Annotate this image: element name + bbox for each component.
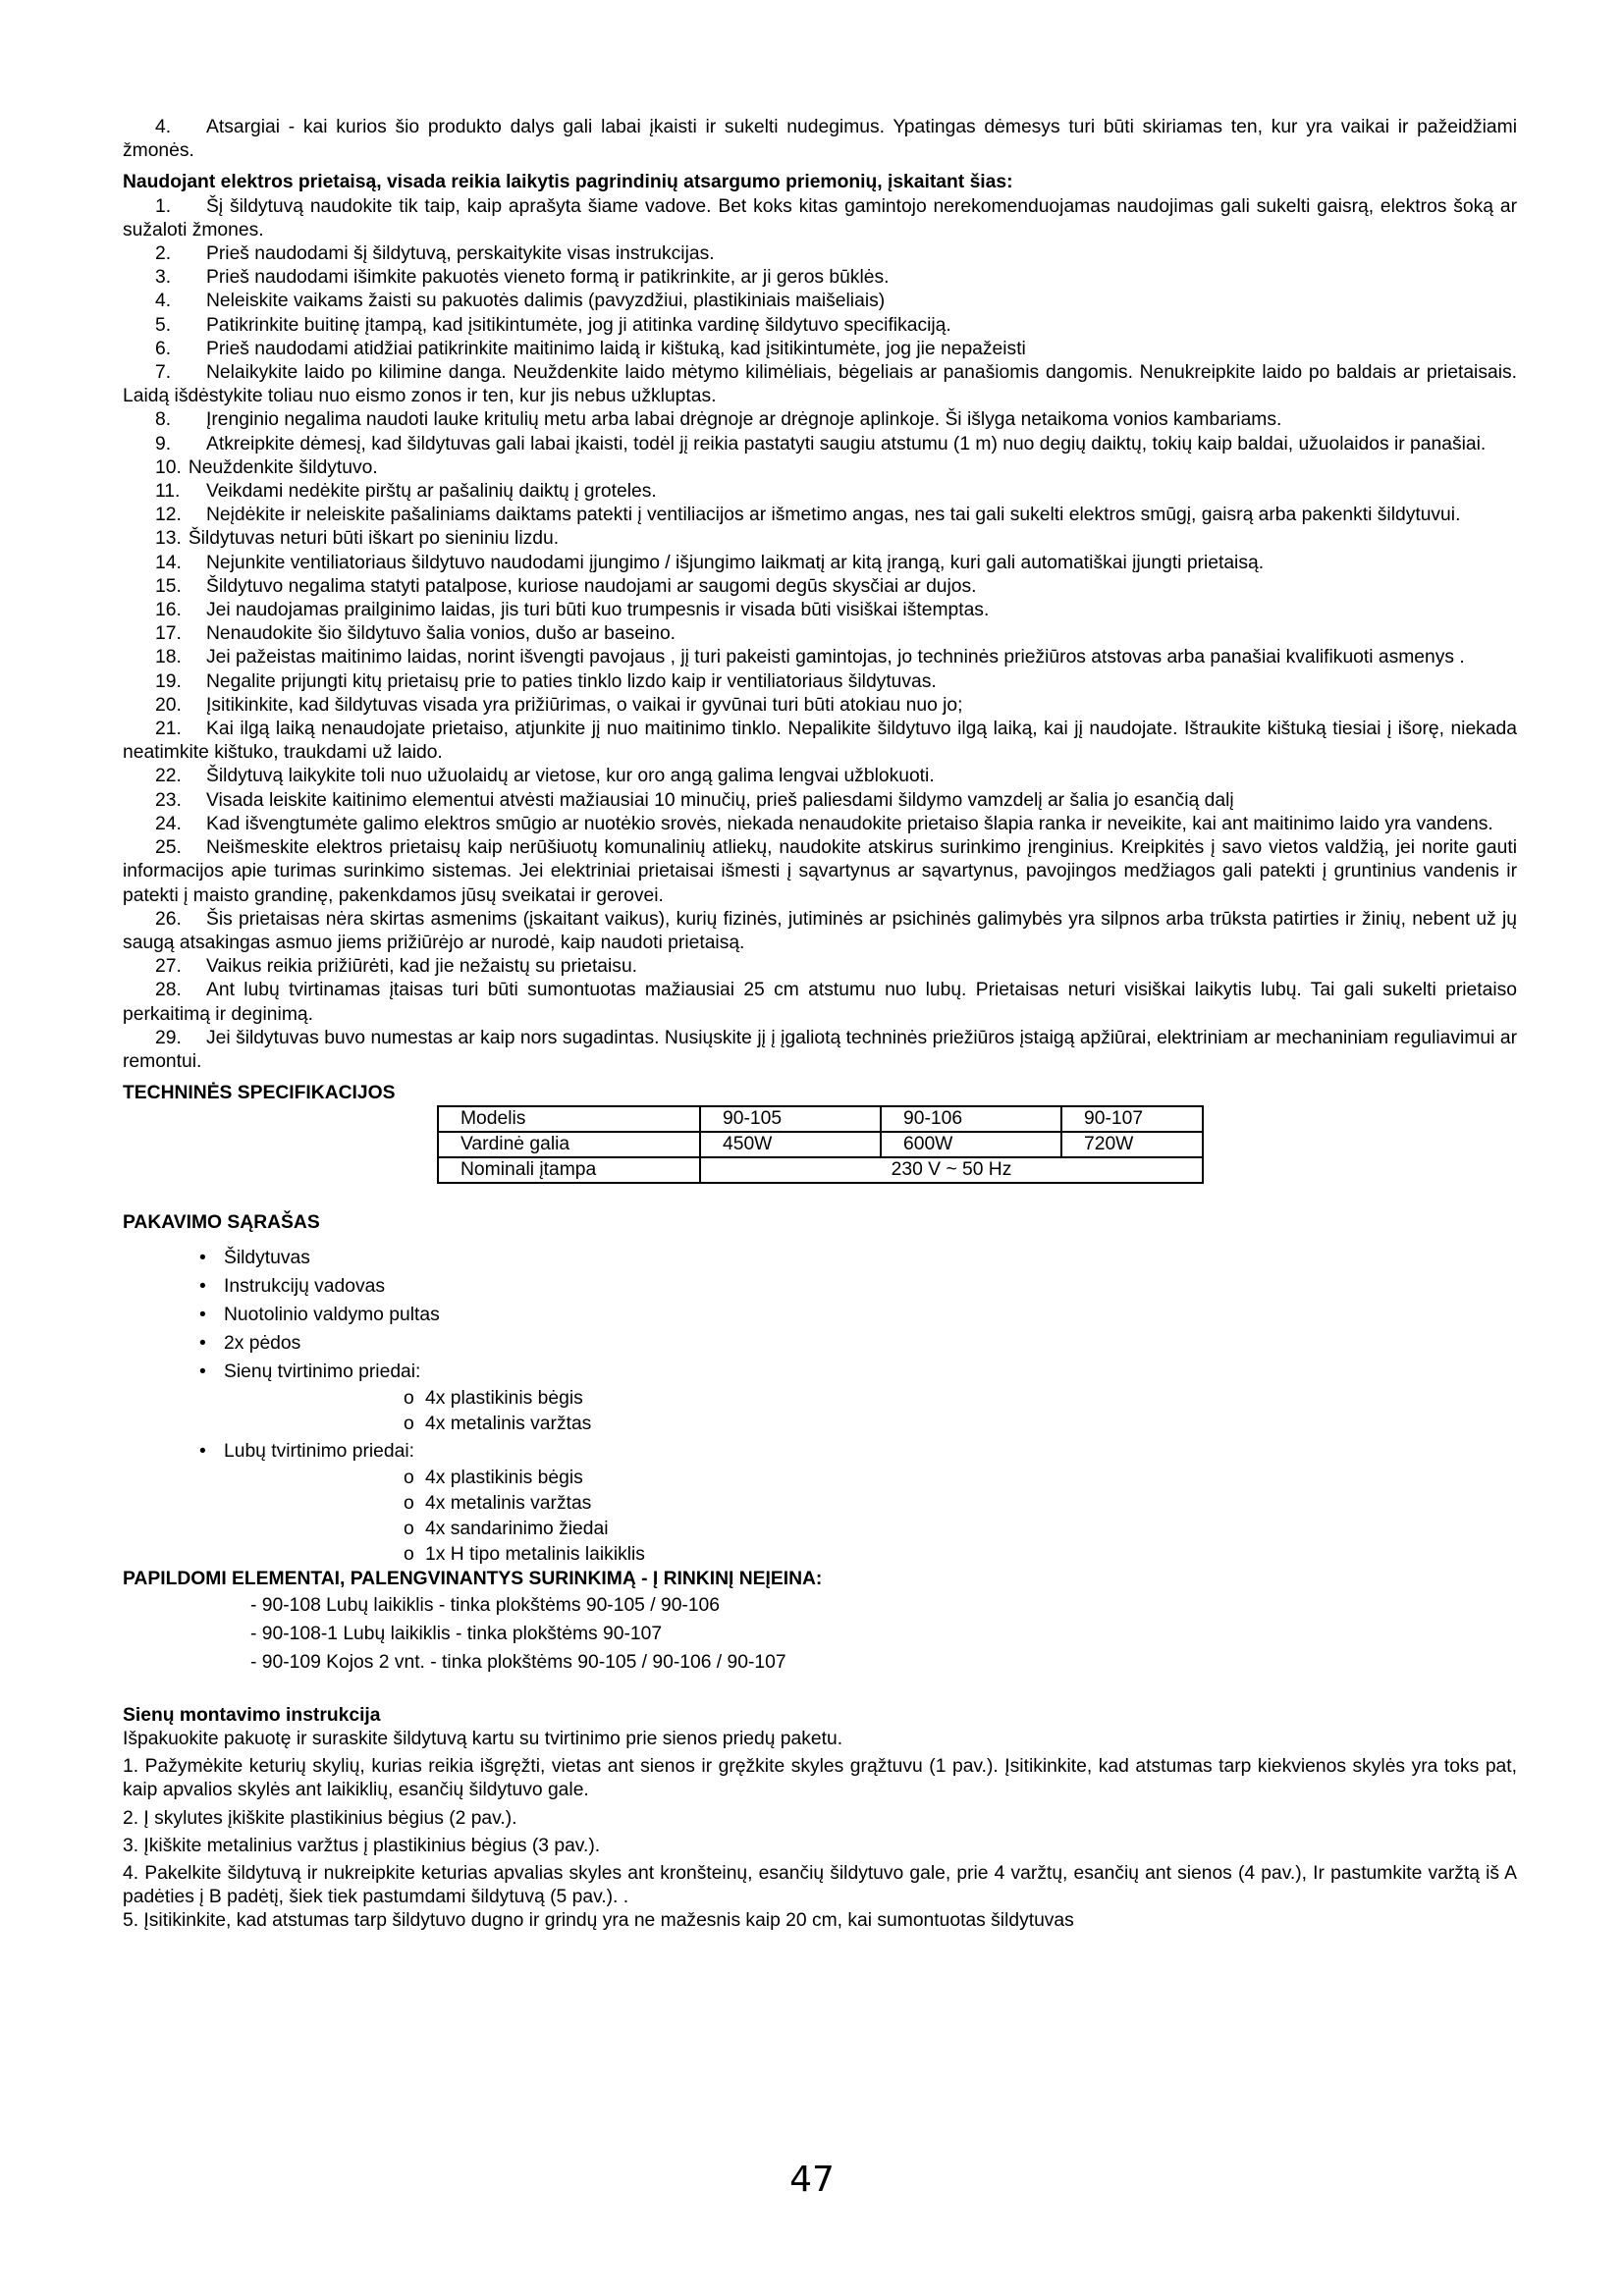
safety-item (123, 314, 1517, 338)
item-number: 25. (155, 837, 182, 859)
list-item: - 90-108-1 Lubų laikiklis - tinka plokštėms 90-107 (250, 1623, 663, 1644)
wall-accessories (224, 1386, 1517, 1437)
item-text: Įsitikinkite, kad šildytuvas visada yra prižiūrimas, o vaikai ir gyvūnai turi būti atokiau nuo jo; (206, 694, 963, 716)
safety-item (123, 433, 1517, 456)
safety-item (123, 694, 1517, 718)
item-text: Įrenginio negalima naudoti lauke kritulių metu arba labai drėgnoje ar drėgnoje aplinkoje. Ši išlyga netaikoma vonios kambariams. (206, 409, 1282, 431)
item-text: Nelaikykite laido po kilimine danga. Neuždenkite laido mėtymo kilimėliais, bėgeliais ar panašiomis dangomis. Nenukreipkite laido po baldais ar prietaisais. Laidą išdėstykite toliau nuo eismo zonos ir ten, kur jis nebus užkluptas. (123, 362, 1517, 407)
spec-value: 90-105 (700, 1106, 881, 1132)
item-number: 16. (155, 600, 182, 621)
item-text: Šildytuvą laikykite toli nuo užuolaidų ar vietose, kur oro angą galima lengvai užblokuoti. (206, 766, 935, 787)
item-number: 17. (155, 623, 182, 645)
item-number: 2. (155, 243, 172, 265)
list-item: - 90-108 Lubų laikiklis - tinka plokštėms 90-105 / 90-106 (250, 1594, 721, 1616)
item-text: Šis prietaisas nėra skirtas asmenims (įskaitant vaikus), kurių fizinės, jutiminės ar psichinės galimybės yra silpnos arba trūksta patirties ir žinių, nebent už jų saugą atsakingas asmuo jiems prižiūrėjo ar nurodė, kaip naudoti prietaisą. (123, 908, 1517, 953)
item-text: Prieš naudodami atidžiai patikrinkite maitinimo laidą ir kištuką, kad įsitikintumėte, jog jie nepažeisti (206, 338, 1026, 359)
item-number: 4. (155, 291, 172, 312)
list-item: o 4x metalinis varžtas (224, 1412, 1517, 1437)
item-text: Patikrinkite buitinę įtampą, kad įsitikintumėte, jog ji atitinka vardinę šildytuvo specifikaciją. (206, 314, 951, 336)
safety-item (123, 527, 1517, 551)
item-number: 28. (155, 980, 182, 1001)
item-text: Kai ilgą laiką nenaudojate prietaiso, atjunkite jį nuo maitinimo tinklo. Nepalikite šildytuvo ilgą laiką, kai jį naudojate. Ištraukite kištuką tiesiai į išorę, niekada neatimkite kištuko, traukdami už laido. (123, 719, 1517, 764)
list-item: • Nuotolinio valdymo pultas (123, 1301, 1517, 1329)
item-number: 22. (155, 766, 182, 787)
item-text: Prieš naudodami išimkite pakuotės vieneto formą ir patikrinkite, ar ji geros būklės. (206, 267, 890, 289)
item-number: 9. (155, 433, 172, 454)
list-item: • Šildytuvas (123, 1244, 1517, 1272)
list-item: o 4x sandarinimo žiedai (224, 1517, 1517, 1542)
list-item: o 4x metalinis varžtas (224, 1491, 1517, 1517)
spec-row-voltage (438, 1157, 1203, 1183)
mounting-step: 3. Įkiškite metalinius varžtus į plastikinius bėgius (3 pav.). (123, 1835, 601, 1856)
list-item: - 90-109 Kojos 2 vnt. - tinka plokštėms 90-105 / 90-106 / 90-107 (250, 1651, 786, 1673)
item-number: 11. (155, 481, 181, 503)
list-item-wall: • Sienų tvirtinimo priedai: o 4x plastikinis bėgis o 4x metalinis varžtas (123, 1358, 1517, 1437)
item-text: Negalite prijungti kitų prietaisų prie to paties tinklo lizdo kaip ir ventiliatoriaus šildytuvas. (206, 670, 937, 692)
item-number: 18. (155, 647, 182, 668)
mounting-heading: Sienų montavimo instrukcija (123, 1704, 381, 1726)
item-number: 27. (155, 956, 182, 978)
item-number: 15. (155, 575, 182, 597)
page-number: 47 (789, 2160, 835, 2200)
mounting-step: 2. Į skylutes įkiškite plastikinius bėgius (2 pav.). (123, 1807, 517, 1829)
item-text: Jei šildytuvas buvo numestas ar kaip nors sugadintas. Nusiųskite jį į įgaliotą techninės priežiūros įstaigą apžiūrai, elektriniam ar mechaniniam reguliavimui ar remontui. (123, 1027, 1517, 1072)
safety-item (123, 504, 1517, 527)
safety-item (123, 789, 1517, 813)
safety-item (123, 1027, 1517, 1074)
item-text: Visada leiskite kaitinimo elementui atvėsti mažiausiai 10 minučių, prieš paliesdami šildymo vamzdelį ar šalia jo esančią dalį (206, 789, 1234, 811)
list-item: • 2x pėdos (123, 1329, 1517, 1358)
item-text: Neuždenkite šildytuvo. (188, 456, 378, 478)
list-item: • Instrukcijų vadovas (123, 1272, 1517, 1301)
mounting-step: 5. Įsitikinkite, kad atstumas tarp šildytuvo dugno ir grindų yra ne mažesnis kaip 20 cm, kai sumontuotas šildytuvas (123, 1910, 1074, 1932)
spec-row-model (438, 1106, 1203, 1132)
document-page (123, 116, 1517, 1934)
item-number: 3. (155, 267, 172, 289)
spec-value: 230 V ~ 50 Hz (700, 1157, 1203, 1183)
list-item: o 4x plastikinis bėgis (224, 1466, 1517, 1491)
item-text: Prieš naudodami šį šildytuvą, perskaitykite visas instrukcijas. (206, 243, 715, 265)
spec-value: 90-107 (1061, 1106, 1203, 1132)
item-number: 26. (155, 908, 182, 930)
safety-item (123, 646, 1517, 669)
item-number: 13. (155, 528, 182, 550)
safety-item (123, 552, 1517, 575)
item-text: Kad išvengtumėte galimo elektros smūgio ar nuotėkio srovės, niekada nenaudokite prietaiso šlapia ranka ir neveikite, kai ant maitinimo laido yra vandens. (206, 813, 1493, 834)
item-number: 29. (155, 1027, 182, 1048)
spec-table (437, 1105, 1204, 1184)
spec-label: Vardinė galia (438, 1132, 700, 1157)
item-number: 23. (155, 789, 182, 811)
safety-item (123, 955, 1517, 979)
list-item-ceiling: • Lubų tvirtinimo priedai: o 4x plastikinis bėgis o 4x metalinis varžtas o 4x sandarinimo žiedai o 1x H tipo metalinis laikiklis (123, 1437, 1517, 1568)
safety-item (123, 242, 1517, 266)
item-text: Neleiskite vaikams žaisti su pakuotės dalimis (pavyzdžiui, plastikiniais maišeliais) (206, 291, 886, 312)
item-number: 7. (155, 362, 172, 384)
ceiling-accessories (224, 1466, 1517, 1568)
item-number: 10. (155, 456, 182, 478)
mounting-intro: Išpakuokite pakuotę ir suraskite šildytuvą kartu su tvirtinimo prie sienos priedų paketu. (123, 1728, 843, 1749)
packing-heading: PAKAVIMO SĄRAŠAS (123, 1212, 320, 1234)
item-text: Šį šildytuvą naudokite tik taip, kaip aprašyta šiame vadove. Bet koks kitas gamintojo nerekomenduojamas naudojimas gali sukelti gaisrą, elektros šoką ar sužaloti žmones. (123, 195, 1517, 240)
item-text: Šildytuvas neturi būti iškart po sieniniu lizdu. (188, 528, 560, 550)
item-number: 6. (155, 338, 172, 359)
safety-item (123, 836, 1517, 908)
safety-item (123, 622, 1517, 646)
item-text: Nenaudokite šio šildytuvo šalia vonios, dušo ar baseino. (206, 623, 677, 645)
list-item: o 4x plastikinis bėgis (224, 1386, 1517, 1412)
packing-list (123, 1244, 1517, 1568)
safety-item (123, 408, 1517, 432)
safety-item (123, 195, 1517, 242)
safety-item (123, 599, 1517, 622)
item-text: Šildytuvo negalima statyti patalpose, kuriose naudojami ar saugomi degūs skysčiai ar dujos. (206, 575, 977, 597)
item-number: 8. (155, 409, 172, 431)
item-text: Jei naudojamas prailginimo laidas, jis turi būti kuo trumpesnis ir visada būti visiškai ištemptas. (206, 600, 990, 621)
item-text: Vaikus reikia prižiūrėti, kad jie nežaistų su prietaisu. (206, 956, 638, 978)
safety-item (123, 480, 1517, 504)
safety-item (123, 908, 1517, 955)
item-number: 1. (155, 195, 172, 217)
spec-value: 450W (700, 1132, 881, 1157)
safety-item (123, 361, 1517, 408)
item-number: 12. (155, 505, 182, 526)
spec-value: 90-106 (881, 1106, 1061, 1132)
item-text: Neįdėkite ir neleiskite pašaliniams daiktams patekti į ventiliacijos ar išmetimo angas, nes tai gali sukelti elektros smūgį, gaisrą arba pakenkti šildytuvui. (206, 505, 1461, 526)
safety-item (123, 456, 1517, 480)
extras-heading: PAPILDOMI ELEMENTAI, PALENGVINANTYS SURINKIMĄ - Į RINKINĮ NEĮEINA: (123, 1568, 823, 1589)
item-number: 19. (155, 670, 182, 692)
safety-item (123, 765, 1517, 788)
item-number: 14. (155, 552, 182, 573)
safety-list (123, 195, 1517, 1075)
spec-value: 600W (881, 1132, 1061, 1157)
safety-item (123, 718, 1517, 765)
safety-item (123, 575, 1517, 599)
list-item: o 1x H tipo metalinis laikiklis (224, 1542, 1517, 1568)
mounting-step: 1. Pažymėkite keturių skylių, kurias reikia išgręžti, vietas ant sienos ir gręžkite skyles grąžtuvu (1 pav.). Įsitikinkite, kad atstumas tarp kiekvienos skylės yra toks pat, kaip apvalios skylės ant laikiklių, esančių šildytuvo gale. (123, 1756, 1517, 1801)
item-text: Atkreipkite dėmesį, kad šildytuvas gali labai įkaisti, todėl jį reikia pastatyti saugiu atstumu (1 m) nuo degių daiktų, tokių kaip baldai, užuolaidos ir panašiai. (206, 433, 1487, 454)
item-number: 24. (155, 813, 182, 834)
spec-label: Nominali įtampa (438, 1157, 700, 1183)
item-text: Nejunkite ventiliatoriaus šildytuvo naudodami įjungimo / išjungimo laikmatį ar kitą įrangą, kuri gali automatiškai įjungti prietaisą. (206, 552, 1265, 573)
intro-item: 4. Atsargiai - kai kurios šio produkto dalys gali labai įkaisti ir sukelti nudegimus. Ypatingas dėmesys turi būti skiriamas ten, kur yra vaikai ir pažeidžiami žmonės. (123, 117, 1517, 162)
item-text: Veikdami nedėkite pirštų ar pašalinių daiktų į groteles. (206, 481, 657, 503)
item-text: Neišmeskite elektros prietaisų kaip nerūšiuotų komunalinių atliekų, naudokite atskirus surinkimo įrenginius. Kreipkitės į savo vietos valdžią, jei norite gauti informacijos apie turimas surinkimo sistemas. Jei elektriniai prietaisai išmesti į sąvartynus ar sąvartynus, pavojingos medžiagos gali patekti į gruntinius vandenis ir patekti į maisto grandinę, pakenkdamos jūsų sveikatai ir gerovei. (123, 837, 1517, 906)
spec-label: Modelis (438, 1106, 700, 1132)
safety-item (123, 670, 1517, 694)
item-number: 21. (155, 719, 182, 740)
item-text: Ant lubų tvirtinamas įtaisas turi būti sumontuotas mažiausiai 25 cm atstumu nuo lubų. Prietaisas neturi visiškai laikytis lubų. Tai gali sukelti prietaiso perkaitimą ir deginimą. (123, 980, 1517, 1025)
spec-value: 720W (1061, 1132, 1203, 1157)
safety-item (123, 338, 1517, 361)
item-number: 5. (155, 314, 172, 336)
item-number: 20. (155, 694, 182, 716)
spec-heading: TECHNINĖS SPECIFIKACIJOS (123, 1083, 396, 1104)
item-text: Jei pažeistas maitinimo laidas, norint išvengti pavojaus , jį turi pakeisti gamintojas, jo techninės priežiūros atstovas arba panašiai kvalifikuoti asmenys . (206, 647, 1465, 668)
safety-item (123, 813, 1517, 836)
safety-heading: Naudojant elektros prietaisą, visada reikia laikytis pagrindinių atsargumo priemonių, įskaitant šias: (123, 172, 1013, 193)
spec-row-power (438, 1132, 1203, 1157)
mounting-step: 4. Pakelkite šildytuvą ir nukreipkite keturias apvalias skyles ant kronšteinų, esančių šildytuvo gale, prie 4 varžtų, esančių ant sienos (4 pav.), Ir pastumkite varžtą iš A padėties į B padėtį, šiek tiek pastumdami šildytuvą (5 pav.). . (123, 1862, 1517, 1908)
safety-item (123, 290, 1517, 313)
safety-item (123, 266, 1517, 290)
safety-item (123, 979, 1517, 1026)
